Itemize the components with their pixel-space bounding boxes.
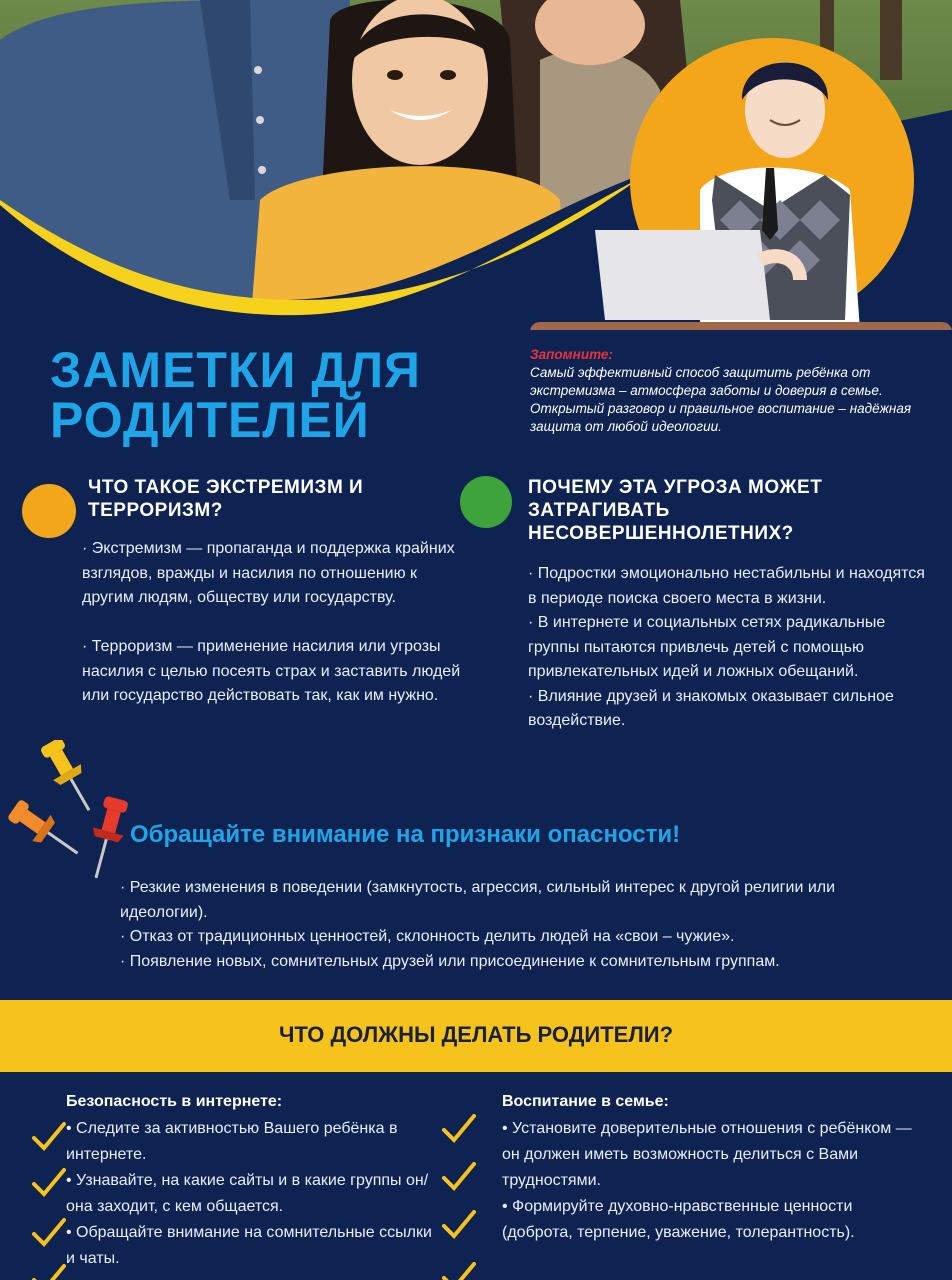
spacer — [82, 611, 472, 636]
section-text-extremism — [82, 537, 472, 709]
page-title: ЗАМЕТКИ ДЛЯ РОДИТЕЛЕЙ — [50, 342, 421, 448]
checkmark-icon — [442, 1210, 476, 1240]
paragraph: · Влияние друзей и знакомых оказывает сильное воздействие. — [528, 687, 894, 729]
list-item: · Отказ от традиционных ценностей, склонность делить людей на «свои – чужие». — [120, 928, 735, 945]
orange-circle-icon — [22, 484, 76, 538]
family-photo — [0, 0, 952, 330]
paragraph: · Подростки эмоционально нестабильны и находятся в периоде поиска своего места в жизни. — [528, 565, 925, 607]
remember-line-1: Самый эффективный способ защитить ребёнка от экстремизма – атмосфера заботы и доверия в семье. — [530, 365, 883, 398]
list-item: • Узнавайте, на какие сайты и в какие группы он/она заходит, с кем общается. — [66, 1172, 429, 1215]
checkmark-icon — [32, 1218, 66, 1248]
checkmark-icon — [442, 1162, 476, 1192]
remember-note — [530, 346, 940, 436]
column-heading-internet: Безопасность в интернете: — [66, 1093, 283, 1110]
checkmark-icon — [32, 1264, 66, 1280]
checkmark-icon — [442, 1114, 476, 1144]
paragraph: · Экстремизм — пропаганда и поддержка крайних взглядов, вражды и насилия по отношению к другим людям, обществу или государству. — [82, 540, 455, 606]
paragraph: · Терроризм — применение насилия или угрозы насилия с целью посеять страх и заставить людей или государство действовать так, как им нужно. — [82, 638, 461, 704]
list-item: • Следите за активностью Вашего ребёнка в интернете. — [66, 1120, 398, 1163]
green-circle-icon — [460, 476, 512, 528]
family-upbringing-list — [502, 1116, 922, 1246]
remember-line-2: Открытый разговор и правильное воспитание – надёжная защита от любой идеологии. — [530, 401, 912, 434]
warning-heading: Обращайте внимание на признаки опасности! — [130, 821, 681, 848]
checkmark-icon — [442, 1262, 476, 1280]
hero-image — [0, 0, 952, 330]
list-item: · Резкие изменения в поведении (замкнутость, агрессия, сильный интерес к другой религии или идеологии). — [120, 879, 836, 921]
checkmark-icon — [32, 1168, 66, 1198]
column-heading-family: Воспитание в семье: — [502, 1093, 669, 1110]
internet-safety-list — [66, 1116, 436, 1272]
pushpin-icon — [0, 740, 140, 900]
band-heading: ЧТО ДОЛЖНЫ ДЕЛАТЬ РОДИТЕЛИ? — [278, 1022, 674, 1047]
checkmark-icon — [32, 1122, 66, 1152]
list-item: • Установите доверительные отношения с ребёнком — он должен иметь возможность делиться с Вами трудностями. — [502, 1120, 912, 1189]
section-heading-minors: ПОЧЕМУ ЭТА УГРОЗА МОЖЕТ ЗАТРАГИВАТЬ НЕСОВЕРШЕННОЛЕТНИХ? — [528, 477, 823, 544]
list-item: • Формируйте духовно-нравственные ценности (доброта, терпение, уважение, толерантность). — [502, 1198, 855, 1241]
paragraph: · В интернете и социальных сетях радикальные группы пытаются привлечь детей с помощью привлекательных идей и ложных обещаний. — [528, 614, 886, 680]
section-heading-extremism: ЧТО ТАКОЕ ЭКСТРЕМИЗМ И ТЕРРОРИЗМ? — [88, 477, 364, 521]
remember-label: Запомните: — [530, 347, 613, 362]
section-text-minors — [528, 562, 928, 734]
warning-list — [120, 876, 920, 974]
list-item: · Появление новых, сомнительных друзей или присоединение к сомнительным группам. — [120, 952, 780, 970]
list-item: • Обращайте внимание на сомнительные ссылки и чаты. — [66, 1224, 432, 1267]
